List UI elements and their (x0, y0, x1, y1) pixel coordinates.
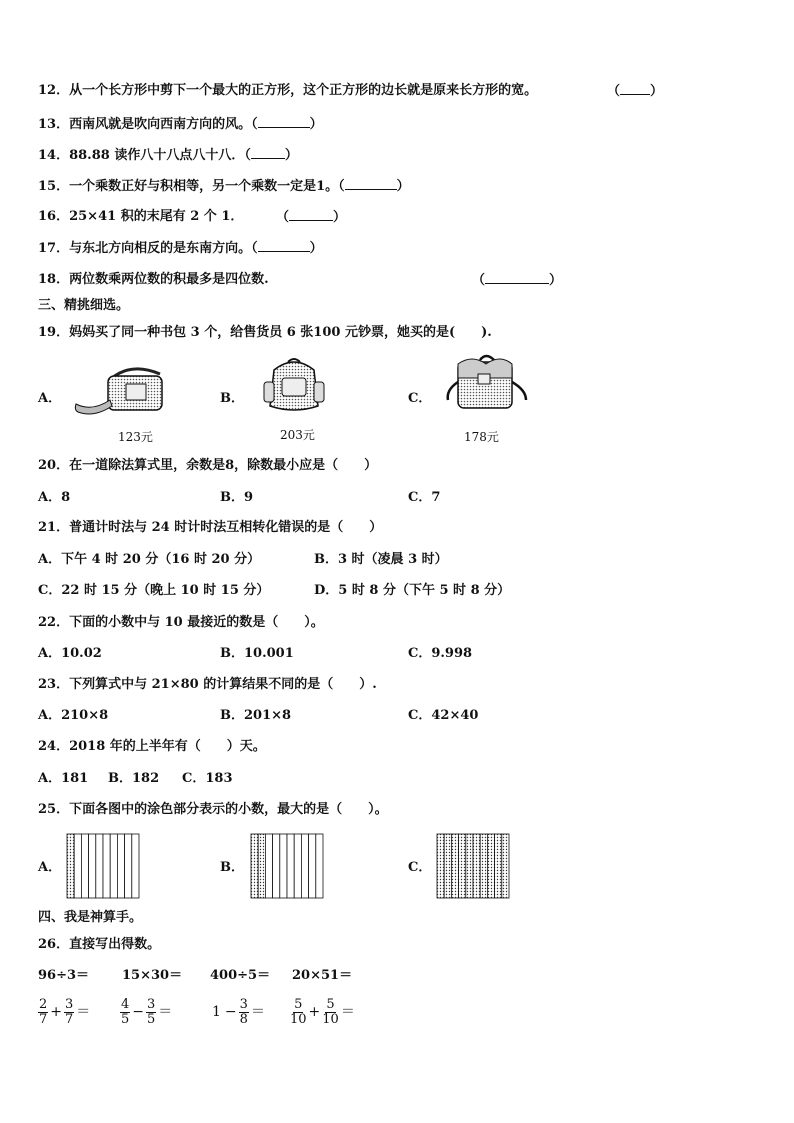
option-a-label[interactable]: A． (38, 391, 62, 406)
question-12 (38, 83, 537, 99)
strip (466, 834, 473, 898)
question-text: 88.88 读作八十八点八十八． (69, 148, 245, 163)
question-18 (38, 272, 269, 288)
question-15 (38, 178, 410, 195)
strip (294, 834, 301, 898)
question-22-stem: 22．下面的小数中与 10 最接近的数是（ ）。 (38, 615, 324, 630)
strip (287, 834, 294, 898)
strip (459, 834, 466, 898)
question-13 (38, 116, 323, 133)
shoulder-bag-icon (72, 360, 170, 422)
strip (110, 834, 117, 898)
question-20-stem: 20．在一道除法算式里，余数是8，除数最小应是（ ） (38, 458, 378, 473)
answer-blank-12[interactable]: （ ） (607, 84, 664, 99)
question-number: 13． (38, 117, 70, 132)
option-c[interactable]: C．183 (182, 771, 233, 786)
strip (451, 834, 458, 898)
question-21-stem: 21．普通计时法与 24 时计时法互相转化错误的是（ ） (38, 520, 383, 535)
question-19-stem: 19．妈妈买了同一种书包 3 个，给售货员 6 张100 元钞票，她买的是( ). (38, 325, 492, 340)
option-b[interactable]: B．201×8 (220, 708, 292, 723)
option-c-price: 178元 (464, 430, 499, 444)
option-c[interactable]: C．9.998 (408, 646, 473, 661)
option-b[interactable]: B．3 时（凌晨 3 时） (314, 552, 448, 567)
stripe-figure-a (66, 833, 140, 899)
calc-item: 15×30＝ (122, 968, 183, 983)
option-b[interactable]: B．10.001 (220, 646, 294, 661)
calc-item: 400÷5＝ (210, 968, 271, 983)
strip (487, 834, 494, 898)
option-c-label[interactable]: C． (408, 391, 432, 406)
strip (96, 834, 103, 898)
strip (89, 834, 96, 898)
answer-blank-16[interactable]: （ ） (276, 210, 347, 225)
question-text: 西南风就是吹向西南方向的风。 (69, 117, 252, 132)
fraction-expression: $\frac{4}{5}$ − $\frac{3}{5}$ ＝ (121, 996, 173, 1027)
strip (251, 834, 258, 898)
strip (103, 834, 110, 898)
strip (473, 834, 480, 898)
strip (309, 834, 316, 898)
question-text: 与东北方向相反的是东南方向。 (69, 241, 252, 256)
strip (280, 834, 287, 898)
strip (67, 834, 74, 898)
stripe-figure-b (250, 833, 324, 899)
option-d[interactable]: D．5 时 8 分（下午 5 时 8 分） (314, 583, 511, 598)
option-a[interactable]: A．210×8 (38, 708, 109, 723)
answer-blank-15[interactable]: （ ） (338, 179, 410, 194)
question-17 (38, 240, 323, 257)
question-text: 从一个长方形中剪下一个最大的正方形，这个正方形的边长就是原来长方形的宽。 (69, 83, 538, 98)
fraction-expression: 1 − $\frac{3}{8}$ ＝ (212, 996, 265, 1027)
question-number: 12． (38, 83, 70, 98)
option-a[interactable]: A．8 (38, 490, 71, 505)
option-a[interactable]: A．下午 4 时 20 分（16 时 20 分） (38, 552, 261, 567)
option-b[interactable]: B．9 (220, 490, 254, 505)
strip (125, 834, 132, 898)
option-c-label[interactable]: C． (408, 860, 432, 875)
answer-blank-18[interactable]: （ ） (472, 273, 563, 288)
option-c[interactable]: C．42×40 (408, 708, 479, 723)
option-c[interactable]: C．22 时 15 分（晚上 10 时 15 分） (38, 583, 270, 598)
section-heading-3: 三、精挑细选。 (38, 298, 130, 313)
question-number: 15． (38, 179, 70, 194)
fraction-expression: $\frac{2}{7}$ + $\frac{3}{7}$ ＝ (39, 996, 91, 1027)
option-b-label[interactable]: B． (220, 860, 244, 875)
option-b[interactable]: B．182 (108, 771, 160, 786)
answer-blank-14[interactable]: （ ） (244, 148, 298, 163)
strip (81, 834, 88, 898)
strip (117, 834, 124, 898)
calc-item: 20×51＝ (292, 968, 353, 983)
question-25-stem: 25．下面各图中的涂色部分表示的小数，最大的是（ ）。 (38, 802, 388, 817)
option-a-label[interactable]: A． (38, 860, 62, 875)
answer-blank-17[interactable]: （ ） (251, 241, 323, 256)
question-text: 两位数乘两位数的积最多是四位数. (69, 272, 269, 287)
strip (480, 834, 487, 898)
backpack-icon (258, 356, 330, 414)
strip (495, 834, 502, 898)
calc-item: 96÷3＝ (38, 968, 90, 983)
question-number: 14． (38, 148, 70, 163)
question-number: 18． (38, 272, 70, 287)
section-heading-4: 四、我是神算手。 (38, 910, 143, 925)
schoolbag-icon (442, 352, 530, 414)
strip (437, 834, 444, 898)
strip (132, 834, 139, 898)
question-number: 17． (38, 241, 70, 256)
strip (258, 834, 265, 898)
strip (444, 834, 451, 898)
strip (502, 834, 509, 898)
strip (273, 834, 280, 898)
option-a-price: 123元 (118, 430, 153, 444)
question-23-stem: 23．下列算式中与 21×80 的计算结果不同的是（ ）. (38, 677, 377, 692)
question-number: 16． (38, 209, 70, 224)
question-text: 25×41 积的末尾有 2 个 1． (69, 209, 244, 224)
strip (74, 834, 81, 898)
question-24-stem: 24．2018 年的上半年有（ ）天。 (38, 739, 266, 754)
option-a[interactable]: A．10.02 (38, 646, 102, 661)
question-16 (38, 209, 243, 225)
strip (316, 834, 323, 898)
question-14 (38, 147, 298, 164)
option-c[interactable]: C．7 (408, 490, 441, 505)
fraction-expression: $\frac{5}{10}$ + $\frac{5}{10}$ ＝ (290, 996, 355, 1027)
stripe-figure-c (436, 833, 510, 899)
question-text: 一个乘数正好与积相等，另一个乘数一定是1。 (69, 179, 339, 194)
option-a[interactable]: A．181 (38, 771, 89, 786)
answer-blank-13[interactable]: （ ） (251, 117, 323, 132)
option-b-price: 203元 (280, 428, 315, 442)
question-26-stem: 26．直接写出得数。 (38, 937, 161, 952)
strip (265, 834, 272, 898)
option-b-label[interactable]: B． (220, 391, 244, 406)
strip (301, 834, 308, 898)
